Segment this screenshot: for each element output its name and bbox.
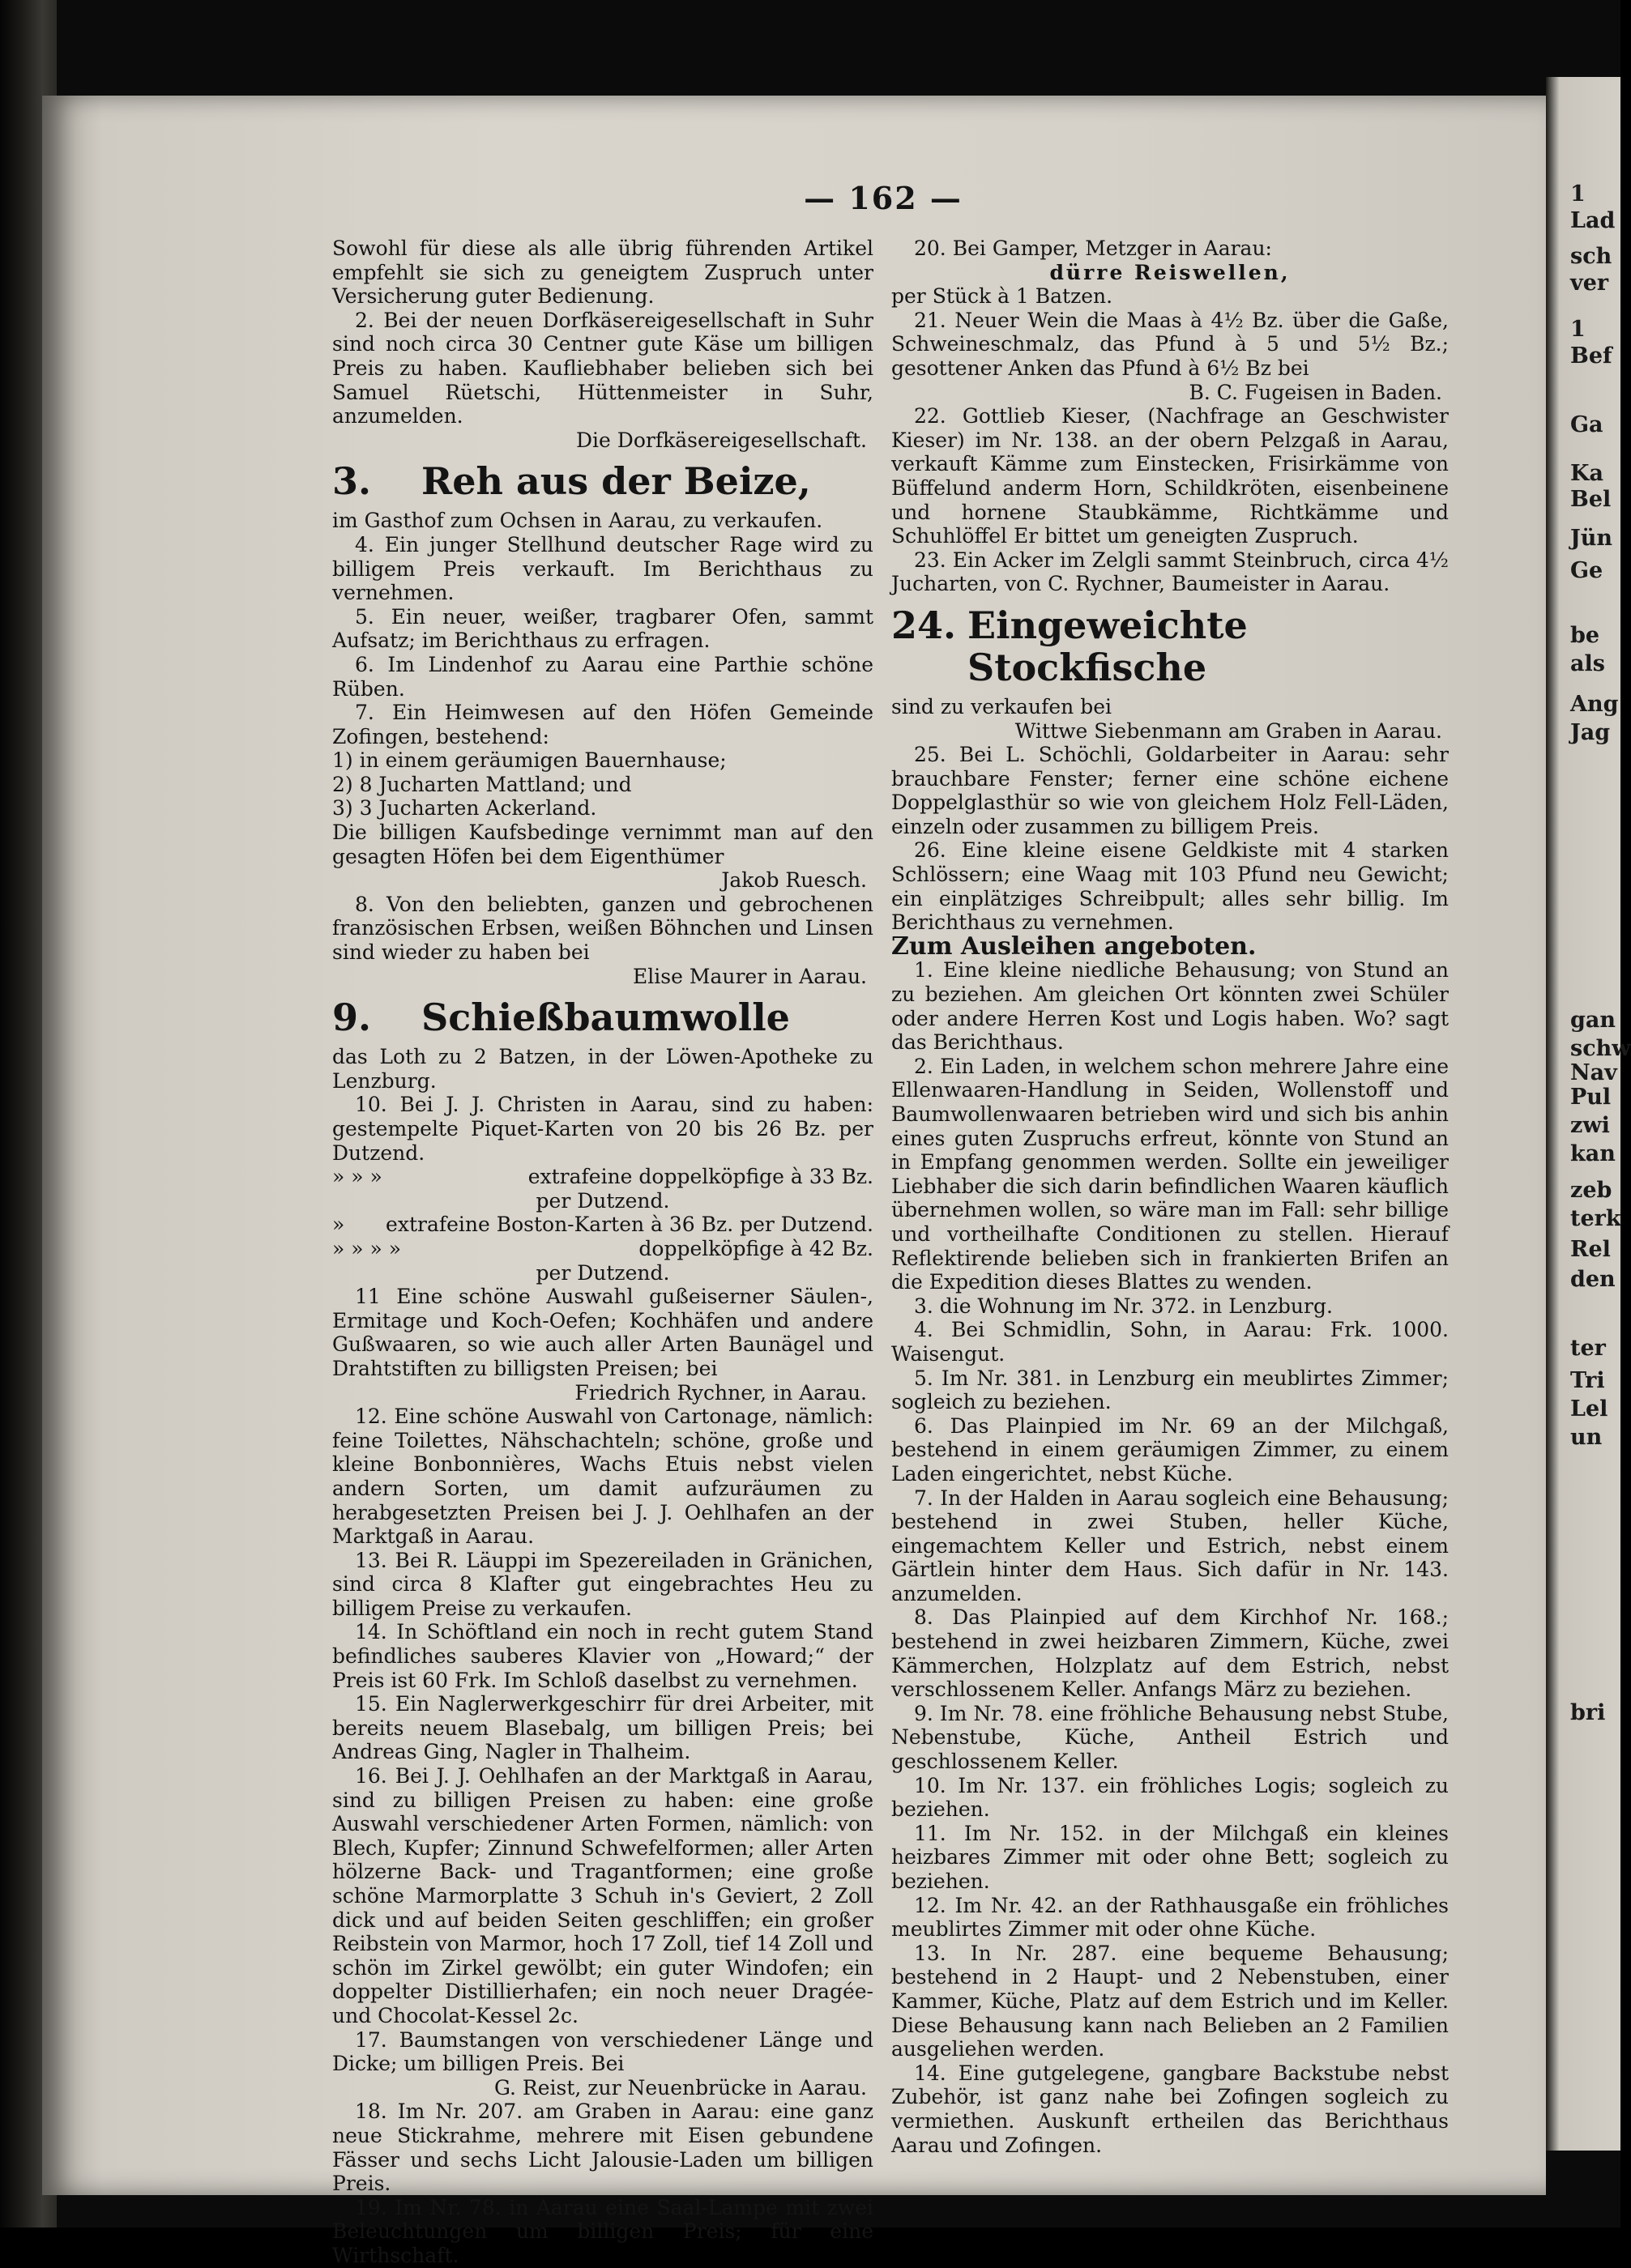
ad-13: 13. Bei R. Läuppi im Spezereiladen in Gränichen, sind circa 8 Klafter gut eingebrachtes Heu zu billigem Preise zu verkaufen. xyxy=(332,1548,873,1620)
ad-11: 11 Eine schöne Auswahl gußeiserner Säulen-, Ermitage und Koch-Oefen; Kochhäfen und andere Gußwaaren, so wie auch aller Arten Baunägel und Drahtstiften zu billigsten Preisen; bei xyxy=(332,1285,873,1380)
ad-14: 14. In Schöftland ein noch in recht gutem Stand befindliches sauberes Klavier von „Howard;“ der Preis ist 60 Frk. Im Schloß daselbst zu vernehmen. xyxy=(332,1620,873,1692)
adjacent-page-fragment: sch xyxy=(1570,244,1612,269)
ad-2-signature: Die Dorfkäsereigesellschaft. xyxy=(576,428,867,452)
ad-10-line-3-text: doppelköpfige à 42 Bz. xyxy=(638,1236,873,1260)
right-column xyxy=(891,237,1449,2157)
ad-17-signature: G. Reist, zur Neuenbrücke in Aarau. xyxy=(493,2075,867,2100)
adjacent-page-edge xyxy=(1546,77,1631,2151)
ad-21-signature: B. C. Fugeisen in Baden. xyxy=(1189,380,1442,404)
adjacent-page-fragment: Ga xyxy=(1570,412,1603,437)
ad-18: 18. Im Nr. 207. am Graben in Aarau: eine ganz neue Stickrahme, mehrere mit Eisen gebundene Fässer und sechs Licht Jalousie-Laden um billigen Preis. xyxy=(332,2100,873,2196)
ditto-marks: » » » » xyxy=(332,1236,402,1260)
ad-10-line-3 xyxy=(332,1237,873,1261)
ad-10-line-2-text: extrafeine Boston-Karten à 36 Bz. per Dutzend. xyxy=(386,1213,873,1237)
ad-paragraph: Sowohl für diese als alle übrig führenden Artikel empfehlt sie sich zu geneigtem Zuspruch unter Versicherung guter Bedienung. xyxy=(332,237,873,309)
adjacent-page-fragment: Ge xyxy=(1570,558,1603,583)
rental-14: 14. Eine gutgelegene, gangbare Backstube nebst Zubehör, ist ganz nahe bei Zofingen sogleich zu vermiethen. Auskunft ertheilen das Berichthaus Aarau und Zofingen. xyxy=(891,2061,1449,2157)
adjacent-page-fragment: gan xyxy=(1570,1008,1616,1033)
ad-24-heading xyxy=(891,604,1449,688)
rental-12: 12. Im Nr. 42. an der Rathhausgaße ein fröhliches meublirtes Zimmer mit oder ohne Küche. xyxy=(891,1893,1449,1942)
ad-11-signature: Friedrich Rychner, in Aarau. xyxy=(574,1380,867,1405)
rental-6: 6. Das Plainpied im Nr. 69 an der Milchgaß, bestehend in einem geräumigen Zimmer, zu einem Laden eingerichtet, nebst Küche. xyxy=(891,1413,1449,1486)
ad-10: 10. Bei J. J. Christen in Aarau, sind zu haben: gestempelte Piquet-Karten von 20 bis 26 Bz. per Dutzend. xyxy=(332,1093,873,1165)
adjacent-page-fragment: schw xyxy=(1570,1036,1631,1061)
ad-10-line-1-unit: per Dutzend. xyxy=(536,1188,670,1213)
adjacent-page-fragment: Bel xyxy=(1570,487,1612,512)
adjacent-page-fragment: zwi xyxy=(1570,1113,1610,1138)
rental-8: 8. Das Plainpied auf dem Kirchhof Nr. 168.; bestehend in zwei heizbaren Zimmern, Küche, zwei Kämmerchen, Holzplatz auf dem Estrich, nebst verschlossenem Keller. Anfangs März zu beziehen. xyxy=(891,1605,1449,1702)
adjacent-page-fragment: be xyxy=(1570,623,1600,648)
ditto-marks: » xyxy=(332,1213,345,1237)
ad-23: 23. Ein Acker im Zelgli sammt Steinbruch, circa 4½ Jucharten, von C. Rychner, Baumeister in Aarau. xyxy=(891,548,1449,596)
rental-10: 10. Im Nr. 137. ein fröhliches Logis; sogleich zu beziehen. xyxy=(891,1773,1449,1822)
ad-7-item-3: 3) 3 Jucharten Ackerland. xyxy=(332,796,597,821)
rental-2: 2. Ein Laden, in welchem schon mehrere Jahre eine Ellenwaaren-Handlung in Seiden, Wollenstoff und Baumwollenwaaren betrieben wird und sich bis anhin eines guten Zuspruchs erfreut, könnte von Stund an in Empfang genommen werden. Sollte ein jeweiliger Liebhaber die sich darin befindlichen Waaren käuflich übernehmen wollen, so wäre man im Fall: sehr billige und vortheilhafte Conditionen zu stellen. Hierauf Reflektirende belieben sich in frankierten Brifen an die Expedition dieses Blattes zu wenden. xyxy=(891,1054,1449,1294)
rental-1: 1. Eine kleine niedliche Behausung; von Stund an zu beziehen. Am gleichen Ort könnten zwei Schüler oder andere Herren Kost und Logis haben. Wo? sagt das Berichthaus. xyxy=(891,958,1449,1055)
adjacent-page-fragment: terk xyxy=(1570,1206,1621,1231)
section-heading-ausleihen: Zum Ausleihen angeboten. xyxy=(891,932,1257,961)
rental-5: 5. Im Nr. 381. in Lenzburg ein meublirtes Zimmer; sogleich zu beziehen. xyxy=(891,1366,1449,1414)
page-number: — 162 — xyxy=(804,180,963,216)
adjacent-page-fragment: Tri xyxy=(1570,1368,1605,1393)
ad-26: 26. Eine kleine eisene Geldkiste mit 4 starken Schlössern; eine Waag mit 103 Pfund neu Gewicht; ein einplätziges Schreibpult; alles sehr billig. Im Berichthaus zu vernehmen. xyxy=(891,838,1449,935)
ad-24-signature: Wittwe Siebenmann am Graben in Aarau. xyxy=(1014,718,1442,743)
ad-2: 2. Bei der neuen Dorfkäsereigesellschaft in Suhr sind noch circa 30 Centner gute Käse um billigen Preis zu haben. Kaufliebhaber belieben sich bei Samuel Rüetschi, Hüttenmeister in Suhr, anzumelden. xyxy=(332,308,873,428)
adjacent-page-fragment: ver xyxy=(1570,271,1609,296)
ad-15: 15. Ein Naglerwerkgeschirr für drei Arbeiter, mit bereits neuem Blasebalg, um billigen Preis; bei Andreas Ging, Nagler in Thalheim. xyxy=(332,1692,873,1764)
ad-9-heading xyxy=(332,996,873,1038)
adjacent-page-fragment: Ang xyxy=(1570,692,1619,717)
adjacent-page-fragment: 1 xyxy=(1570,317,1586,342)
ad-8: 8. Von den beliebten, ganzen und gebrochenen französischen Erbsen, weißen Böhnchen und Linsen sind wieder zu haben bei xyxy=(332,892,873,965)
rental-13: 13. In Nr. 287. eine bequeme Behausung; bestehend in 2 Haupt- und 2 Nebenstuben, einer Kammer, Küche, Platz auf dem Estrich und im Keller. Diese Behausung kann nach Belieben an 2 Familien ausgeliehen werden. xyxy=(891,1941,1449,2061)
ad-22: 22. Gottlieb Kieser, (Nachfrage an Geschwister Kieser) im Nr. 138. an der obern Pelzgaß in Aarau, verkauft Kämme zum Einstecken, Frisirkämme von Büffelund anderm Horn, Schildkröten, eisenbeinene und hornene Staubkämme, Richtkämme und Schuhlöffel Er bittet um geneigten Zuspruch. xyxy=(891,404,1449,548)
adjacent-page-fragment: Rel xyxy=(1570,1237,1611,1262)
ditto-marks: » » » xyxy=(332,1165,382,1189)
ad-24-number: 24. xyxy=(891,603,957,647)
adjacent-page-fragment: den xyxy=(1570,1267,1616,1292)
adjacent-page-fragment: Pul xyxy=(1570,1085,1612,1110)
ad-7-item-1: 1) in einem geräumigen Bauernhause; xyxy=(332,748,727,773)
ad-8-signature: Elise Maurer in Aarau. xyxy=(633,964,867,988)
ad-19: 19. Im Nr. 78. in Aarau eine Saal-Lampe mit zwei Beleuchtungen um billigen Preis; für eine Wirthschaft. xyxy=(332,2195,873,2267)
ad-20-price: per Stück à 1 Batzen. xyxy=(891,284,1113,309)
adjacent-page-fragment: als xyxy=(1570,651,1605,676)
ad-20: 20. Bei Gamper, Metzger in Aarau: xyxy=(914,237,1272,260)
ad-7: 7. Ein Heimwesen auf den Höfen Gemeinde Zofingen, bestehend: xyxy=(332,701,873,748)
adjacent-page-fragment: zeb xyxy=(1570,1178,1612,1203)
rental-9: 9. Im Nr. 78. eine fröhliche Behausung nebst Stube, Nebenstube, Küche, Antheil Estrich und geschlossenem Keller. xyxy=(891,1701,1449,1774)
ad-20-item: dürre Reiswellen, xyxy=(1049,260,1291,284)
ad-4: 4. Ein junger Stellhund deutscher Rage wird zu billigem Preis verkauft. Im Berichthaus zu vernehmen. xyxy=(332,532,873,605)
adjacent-page-fragment: Lel xyxy=(1570,1396,1608,1422)
ad-10-line-3-unit: per Dutzend. xyxy=(536,1260,670,1285)
rental-4: 4. Bei Schmidlin, Sohn, in Aarau: Frk. 1000. Waisengut. xyxy=(891,1318,1449,1366)
adjacent-page-fragment: kan xyxy=(1570,1141,1616,1166)
ad-17: 17. Baumstangen von verschiedener Länge und Dicke; um billigen Preis. Bei xyxy=(332,2027,873,2076)
ad-10-line-2 xyxy=(332,1213,873,1237)
ad-16: 16. Bei J. J. Oehlhafen an der Marktgaß in Aarau, sind zu billigen Preisen zu haben: eine große Auswahl verschiedener Arten Formen, nämlich: von Blech, Kupfer; Zinnund Schwefelformen; aller Arten hölzerne Back- und Tragantformen; eine große schöne Marmorplatte 3 Schuh in's Geviert, 2 Zoll dick und auf beiden Seiten geschliffen; ein großer Reibstein von Marmor, hoch 17 Zoll, tief 14 Zoll und schön im Zirkel gewölbt; ein guter Windofen; ein doppelter Distillierhafen; ein noch neuer Dragée- und Chocolat-Kessel 2c. xyxy=(332,1764,873,2027)
rental-7: 7. In der Halden in Aarau sogleich eine Behausung; bestehend in zwei Stuben, heller Küche, eingemachtem Keller und Estrich, nebst einem Gärtlein hinter dem Haus. Sich dafür in Nr. 143. anzumelden. xyxy=(891,1486,1449,1605)
ad-7-item-2: 2) 8 Jucharten Mattland; und xyxy=(332,772,632,796)
adjacent-page-fragment: Ka xyxy=(1570,461,1603,486)
ad-6: 6. Im Lindenhof zu Aarau eine Parthie schöne Rüben. xyxy=(332,652,873,701)
ad-7-signature: Jakob Ruesch. xyxy=(721,868,867,893)
adjacent-page-fragment: Lad xyxy=(1570,208,1616,233)
left-column xyxy=(332,237,873,2268)
ad-21: 21. Neuer Wein die Maas à 4½ Bz. über die Gaße, Schweineschmalz, das Pfund à 5 und 5½ Bz.; gesottener Anken das Pfund à 6½ Bz bei xyxy=(891,308,1449,380)
ad-24-title: Eingeweichte Stockfische xyxy=(967,603,1248,689)
ad-12: 12. Eine schöne Auswahl von Cartonage, nämlich: feine Toilettes, Nähschachteln; schöne, große und kleine Bonbonnières, Wachs Etuis nebst vielen andern Sorten, um damit aufzuräumen zu herabgesetzten Preisen bei J. J. Oehlhafen an der Marktgaß in Aarau. xyxy=(332,1405,873,1549)
ad-25: 25. Bei L. Schöchli, Goldarbeiter in Aarau: sehr brauchbare Fenster; ferner eine schöne eichene Doppelglasthür so wie von gleichem Holz Fell-Läden, einzeln oder zusammen zu billigem Preis. xyxy=(891,743,1449,838)
adjacent-page-fragment: un xyxy=(1570,1425,1603,1450)
ad-9-title: Schießbaumwolle xyxy=(421,995,790,1040)
adjacent-page-fragment: ter xyxy=(1570,1336,1606,1361)
ad-7-terms: Die billigen Kaufsbedinge vernimmt man auf den gesagten Höfen bei dem Eigenthümer xyxy=(332,821,873,868)
rental-3: 3. die Wohnung im Nr. 372. in Lenzburg. xyxy=(914,1294,1333,1318)
adjacent-page-fragment: 1 xyxy=(1570,181,1586,207)
ad-3-number: 3. xyxy=(332,459,372,504)
ad-10-line-1-text: extrafeine doppelköpfige à 33 Bz. xyxy=(527,1165,873,1189)
ad-3-title: Reh aus der Beize, xyxy=(421,459,811,504)
adjacent-page-fragment: Jag xyxy=(1570,720,1611,745)
ad-24-text: sind zu verkaufen bei xyxy=(891,694,1112,718)
ad-9-text: das Loth zu 2 Batzen, in der Löwen-Apotheke zu Lenzburg. xyxy=(332,1045,873,1093)
ad-3-heading xyxy=(332,460,873,502)
ad-5: 5. Ein neuer, weißer, tragbarer Ofen, sammt Aufsatz; im Berichthaus zu erfragen. xyxy=(332,604,873,653)
ad-9-number: 9. xyxy=(332,995,372,1040)
rental-11: 11. Im Nr. 152. in der Milchgaß ein kleines heizbares Zimmer mit oder ohne Bett; sogleich zu beziehen. xyxy=(891,1821,1449,1893)
adjacent-page-fragment: Nav xyxy=(1570,1060,1617,1085)
ad-10-line-1 xyxy=(332,1165,873,1189)
ad-3-text: im Gasthof zum Ochsen in Aarau, zu verkaufen. xyxy=(332,509,823,533)
adjacent-page-fragment: Bef xyxy=(1570,343,1612,369)
adjacent-page-fragment: Jün xyxy=(1570,526,1613,551)
adjacent-page-fragment: bri xyxy=(1570,1700,1606,1725)
